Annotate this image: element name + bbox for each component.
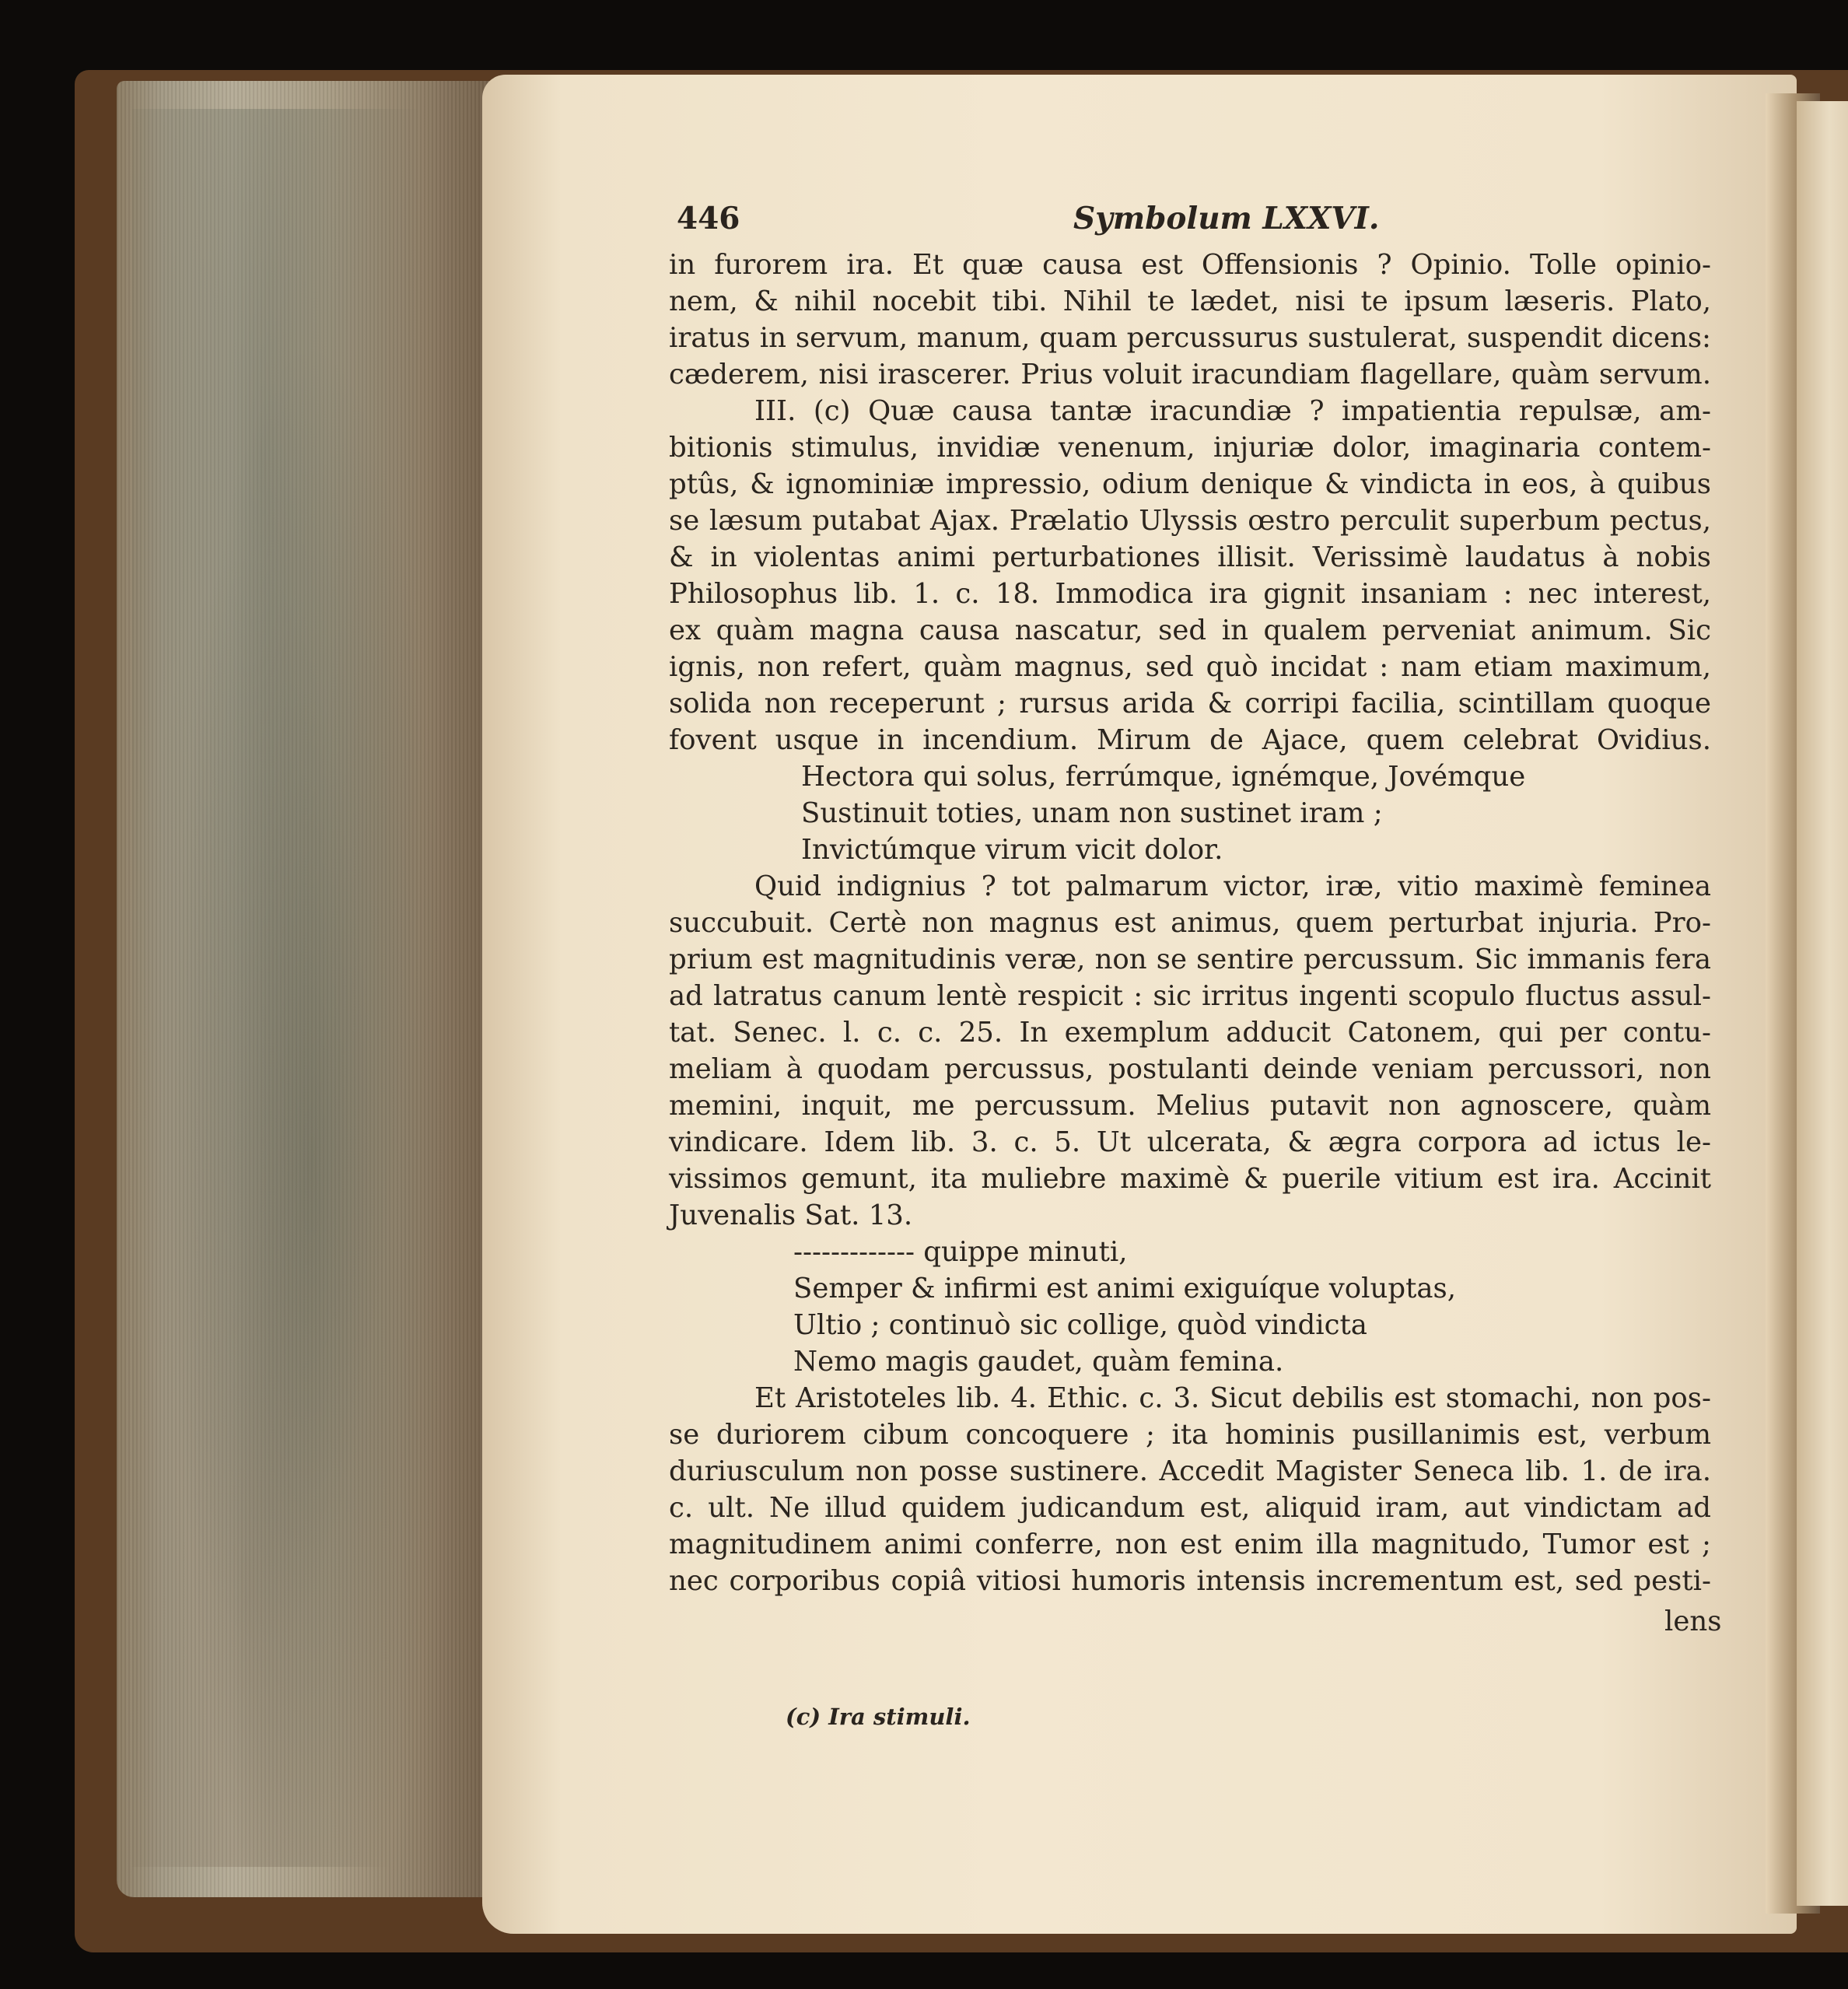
verse-line: Invictúmque virum vicit dolor. xyxy=(801,834,1223,866)
verse-line: Sustinuit toties, unam non sustinet iram ; xyxy=(801,797,1383,829)
verse-line: Ultio ; continuò sic collige, quòd vindicta xyxy=(793,1309,1367,1341)
text-line: bitionis stimulus, invidiæ venenum, injuriæ dolor, imaginaria contem- xyxy=(669,432,1711,464)
footnote: (c) Ira stimuli. xyxy=(786,1704,971,1730)
text-line: & in violentas animi perturbationes illisit. Verissimè laudatus à nobis xyxy=(669,541,1711,573)
text-line: prium est magnitudinis veræ, non se sentire percussum. Sic immanis fera xyxy=(669,944,1711,975)
text-line: c. ult. Ne illud quidem judicandum est, aliquid iram, aut vindictam ad xyxy=(669,1492,1711,1524)
text-line: tat. Senec. l. c. c. 25. In exemplum adducit Catonem, qui per contu- xyxy=(669,1017,1711,1049)
text-line: se duriorem cibum concoquere ; ita hominis pusillanimis est, verbum xyxy=(669,1419,1711,1451)
text-line: iratus in servum, manum, quam percussurus sustulerat, suspendit dicens: xyxy=(669,322,1711,354)
text-line: succubuit. Certè non magnus est animus, quem perturbat injuria. Pro- xyxy=(669,907,1711,939)
text-line: duriusculum non posse sustinere. Accedit Magister Seneca lib. 1. de ira. xyxy=(669,1455,1711,1487)
right-page-edge xyxy=(1797,101,1848,1906)
text-line: se læsum putabat Ajax. Prælatio Ulyssis œstro perculit superbum pectus, xyxy=(669,505,1711,537)
text-line: cæderem, nisi irascerer. Prius voluit iracundiam flagellare, quàm servum. xyxy=(669,359,1711,390)
verse-line: Hectora qui solus, ferrúmque, ignémque, Jovémque xyxy=(801,761,1526,793)
text-line: ptûs, & ignominiæ impressio, odium denique & vindicta in eos, à quibus xyxy=(669,468,1711,500)
page-number: 446 xyxy=(677,201,740,236)
page-header xyxy=(669,201,1711,240)
text-line: Juvenalis Sat. 13. xyxy=(669,1199,913,1231)
text-line: fovent usque in incendium. Mirum de Ajace, quem celebrat Ovidius. xyxy=(669,724,1711,756)
text-line: Philosophus lib. 1. c. 18. Immodica ira gignit insaniam : nec interest, xyxy=(669,578,1711,610)
text-line: III. (c) Quæ causa tantæ iracundiæ ? impatientia repulsæ, am- xyxy=(754,395,1711,427)
text-line: nem, & nihil nocebit tibi. Nihil te lædet, nisi te ipsum læseris. Plato, xyxy=(669,285,1711,317)
fore-edge-stain xyxy=(132,109,459,1867)
text-line: nec corporibus copiâ vitiosi humoris intensis incrementum est, sed pesti- xyxy=(669,1565,1711,1597)
text-line: magnitudinem animi conferre, non est enim illa magnitudo, Tumor est ; xyxy=(669,1529,1711,1560)
text-line: ex quàm magna causa nascatur, sed in qualem perveniat animum. Sic xyxy=(669,615,1711,646)
text-line: Quid indignius ? tot palmarum victor, iræ, vitio maximè feminea xyxy=(754,870,1711,902)
text-line: ignis, non refert, quàm magnus, sed quò incidat : nam etiam maximum, xyxy=(669,651,1711,683)
text-line: memini, inquit, me percussum. Melius putavit non agnoscere, quàm xyxy=(669,1090,1711,1122)
text-line: Et Aristoteles lib. 4. Ethic. c. 3. Sicut debilis est stomachi, non pos- xyxy=(754,1382,1711,1414)
text-line: ad latratus canum lentè respicit : sic irritus ingenti scopulo fluctus assul- xyxy=(669,980,1711,1012)
running-head: Symbolum LXXVI. xyxy=(1073,201,1380,236)
text-line: meliam à quodam percussus, postulanti deinde veniam percussori, non xyxy=(669,1053,1711,1085)
text-line: vindicare. Idem lib. 3. c. 5. Ut ulcerata, & ægra corpora ad ictus le- xyxy=(669,1126,1711,1158)
catchword: lens xyxy=(1664,1606,1722,1637)
text-line: vissimos gemunt, ita muliebre maximè & puerile vitium est ira. Accinit xyxy=(669,1163,1711,1195)
text-line: solida non receperunt ; rursus arida & corripi facilia, scintillam quoque xyxy=(669,688,1711,720)
verse-line: Semper & infirmi est animi exiguíque voluptas, xyxy=(793,1273,1456,1304)
verse-line: ------------- quippe minuti, xyxy=(793,1236,1128,1268)
verse-line: Nemo magis gaudet, quàm femina. xyxy=(793,1346,1284,1378)
text-line: in furorem ira. Et quæ causa est Offensionis ? Opinio. Tolle opinio- xyxy=(669,249,1711,281)
